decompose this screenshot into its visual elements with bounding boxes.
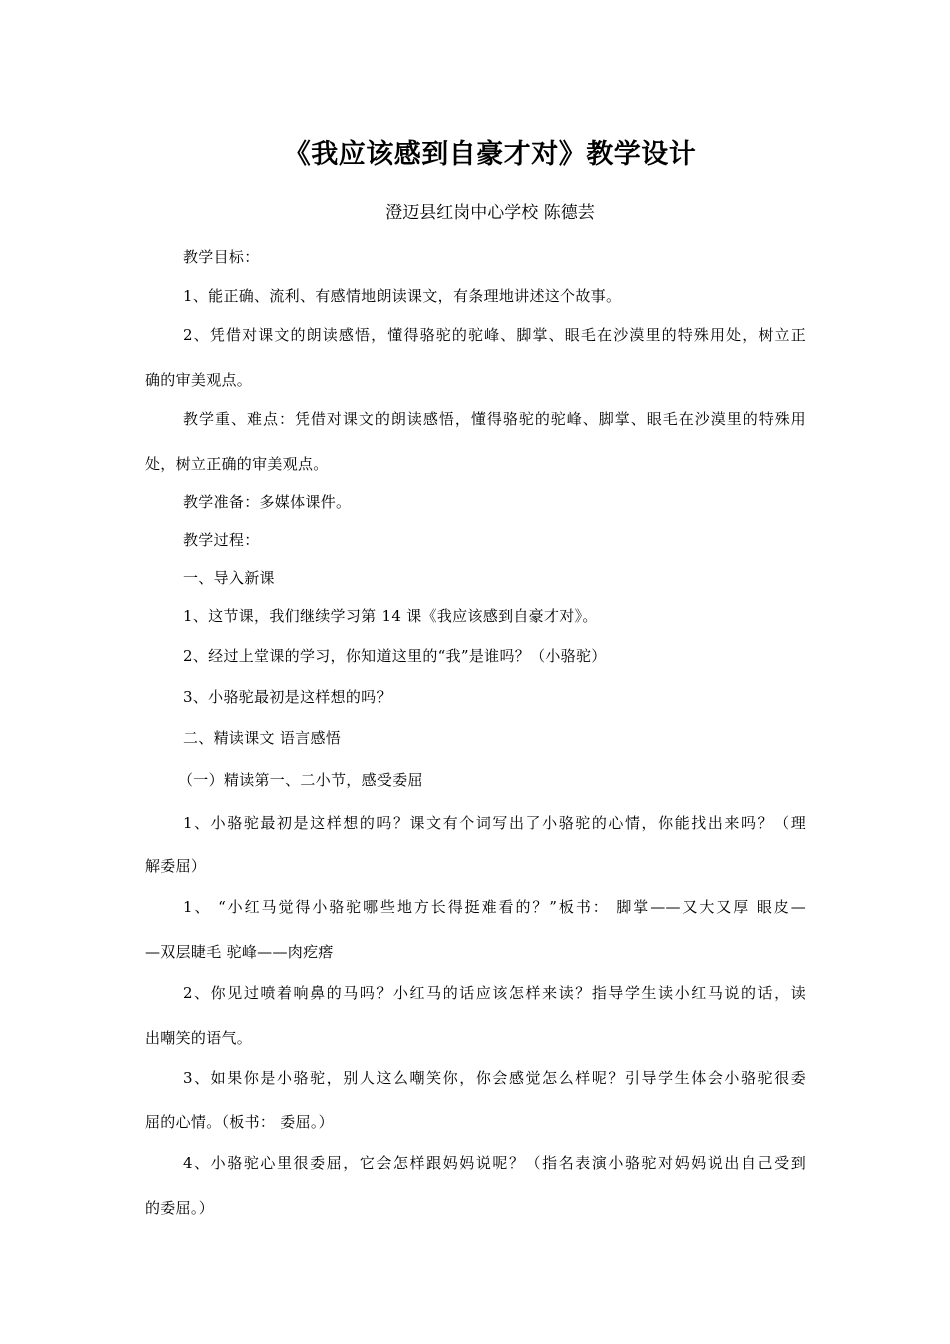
paragraph-line: 处，树立正确的审美观点。 [145,455,329,473]
paragraph-line: 教学目标： [183,248,260,266]
paragraph-line: 出嘲笑的语气。 [145,1029,253,1047]
paragraph-line: 屈的心情。（板书： 委屈。） [145,1113,334,1131]
paragraph-line: 3、如果你是小骆驼，别人这么嘲笑你，你会感觉怎么样呢？引导学生体会小骆驼很委 [183,1069,806,1087]
paragraph-line: 教学过程： [183,531,260,549]
section-heading: 一、导入新课 [183,569,275,587]
paragraph-line: 教学准备：多媒体课件。 [183,493,352,511]
paragraph-line: 1、小骆驼最初是这样想的吗？课文有个词写出了小骆驼的心情，你能找出来吗？（理 [183,814,806,832]
paragraph-line: 1、这节课，我们继续学习第 14 课《我应该感到自豪才对》。 [183,607,598,625]
document-author: 澄迈县红岗中心学校 陈德芸 [385,203,595,223]
paragraph-line: 2、凭借对课文的朗读感悟，懂得骆驼的驼峰、脚掌、眼毛在沙漠里的特殊用处，树立正 [183,326,806,344]
paragraph-line: 3、小骆驼最初是这样想的吗？ [183,688,392,706]
paragraph-line: —双层睫毛 驼峰——肉疙瘩 [145,943,334,961]
document-title: 《我应该感到自豪才对》教学设计 [283,139,697,170]
paragraph-line: 4、小骆驼心里很委屈，它会怎样跟妈妈说呢？（指名表演小骆驼对妈妈说出自己受到 [183,1154,806,1172]
paragraph-line: 1、 “小红马觉得小骆驼哪些地方长得挺难看的？”板书： 脚掌——又大又厚 眼皮— [183,898,806,916]
subsection-heading: （一）精读第一、二小节，感受委屈 [178,771,423,789]
section-heading: 二、精读课文 语言感悟 [183,729,342,747]
paragraph-line: 2、你见过喷着响鼻的马吗？小红马的话应该怎样来读？指导学生读小红马说的话，读 [183,984,806,1002]
paragraph-line: 教学重、难点：凭借对课文的朗读感悟，懂得骆驼的驼峰、脚掌、眼毛在沙漠里的特殊用 [183,410,806,428]
paragraph-line: 2、经过上堂课的学习，你知道这里的“我”是谁吗？（小骆驼） [183,647,607,665]
paragraph-line: 的委屈。） [145,1199,215,1217]
paragraph-line: 确的审美观点。 [145,371,253,389]
paragraph-line: 解委屈） [145,857,207,875]
paragraph-line: 1、能正确、流利、有感情地朗读课文，有条理地讲述这个故事。 [183,287,622,305]
